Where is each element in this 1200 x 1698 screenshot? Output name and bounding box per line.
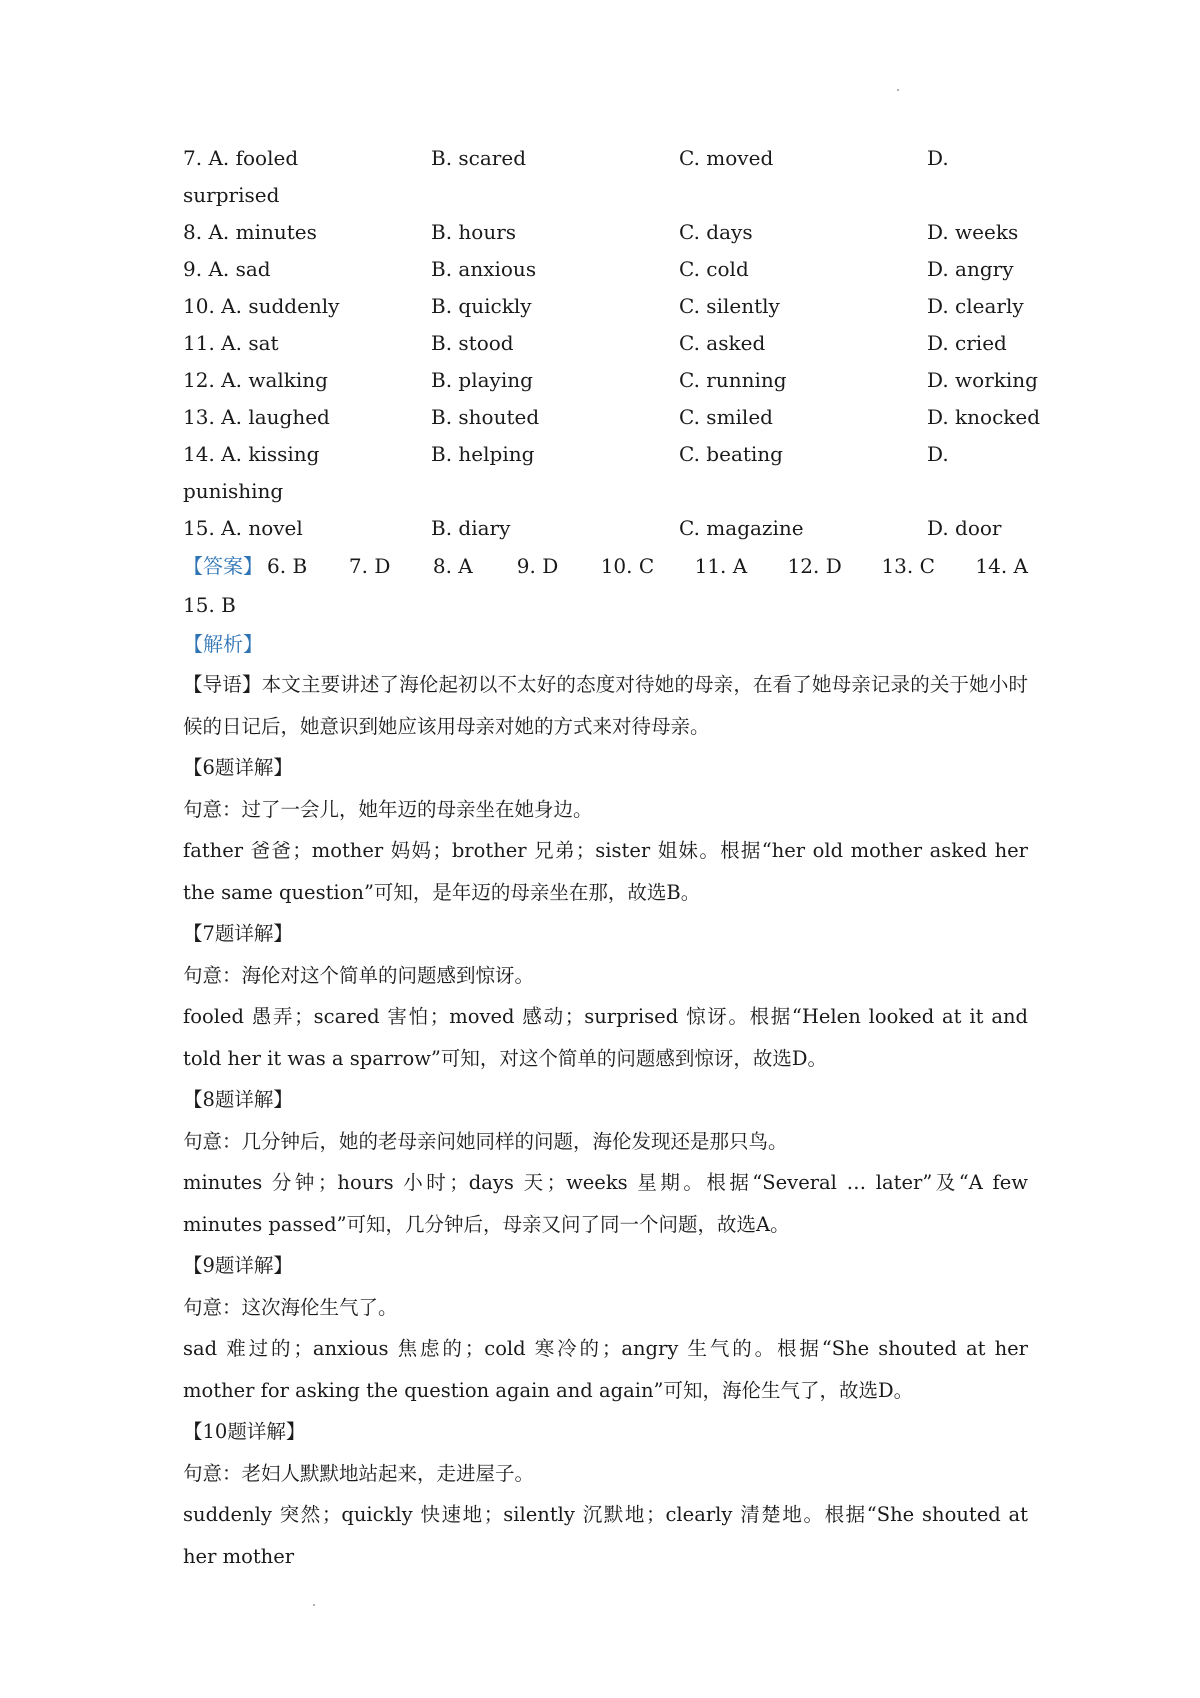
detail-heading: 【8题详解】 <box>183 1088 293 1111</box>
option-b: B. hours <box>431 220 517 244</box>
option-row-13 <box>183 399 1041 436</box>
answer-item: 13. C <box>881 554 935 578</box>
detail-explain: minutes 分钟；hours 小时；days 天；weeks 星期。根据“Several … later”及“A few minutes passed”可知，几分钟后，母亲又问了同一个问题，故选A。 <box>183 1171 1028 1236</box>
detail-heading: 【7题详解】 <box>183 922 293 945</box>
detail-meaning: 句意：过了一会儿，她年迈的母亲坐在她身边。 <box>183 797 593 821</box>
option-c: C. cold <box>679 257 749 281</box>
analysis-tag: 【解析】 <box>183 632 263 656</box>
option-d: D. <box>927 146 949 170</box>
answer-item: 7. D <box>348 554 391 578</box>
option-c: C. running <box>679 368 787 392</box>
option-a: 10. A. suddenly <box>183 294 340 318</box>
intro-paragraph: 【导语】本文主要讲述了海伦起初以不太好的态度对待她的母亲，在看了她母亲记录的关于她小时候的日记后，她意识到她应该用母亲对她的方式来对待母亲。 <box>183 673 1028 738</box>
answer-item: 6. B <box>267 554 308 578</box>
option-row-9 <box>183 251 1028 288</box>
option-row-12 <box>183 362 1038 399</box>
answer-item: 11. A <box>694 554 748 578</box>
scan-dot <box>897 89 899 91</box>
option-d: D. working <box>927 368 1038 392</box>
answer-item: 12. D <box>787 554 842 578</box>
option-b: B. helping <box>431 442 535 466</box>
option-a: 14. A. kissing <box>183 442 320 466</box>
detail-heading: 【6题详解】 <box>183 756 293 779</box>
detail-explain: sad 难过的；anxious 焦虑的；cold 寒冷的；angry 生气的。根据“She shouted at her mother for asking the question again and again”可知，海伦生气了，故选D。 <box>183 1337 1028 1402</box>
answer-tag: 【答案】 <box>183 554 263 578</box>
option-b: B. playing <box>431 368 533 392</box>
detail-explain: suddenly 突然；quickly 快速地；silently 沉默地；clearly 清楚地。根据“She shouted at her mother <box>183 1503 1028 1568</box>
option-a: 15. A. novel <box>183 516 303 540</box>
option-c: C. asked <box>679 331 766 355</box>
answer-item: 9. D <box>516 554 559 578</box>
option-d: D. cried <box>927 331 1007 355</box>
option-row-15 <box>183 510 1028 547</box>
option-b: B. diary <box>431 516 511 540</box>
option-d-wrap: surprised <box>183 183 280 207</box>
detail-meaning: 句意：这次海伦生气了。 <box>183 1295 398 1319</box>
answer-row <box>183 547 1028 586</box>
option-b: B. shouted <box>431 405 540 429</box>
option-a: 7. A. fooled <box>183 146 299 170</box>
option-d: D. door <box>927 516 1002 540</box>
option-d: D. angry <box>927 257 1014 281</box>
option-a: 12. A. walking <box>183 368 328 392</box>
detail-heading: 【10题详解】 <box>183 1420 306 1443</box>
options-block <box>183 140 1041 547</box>
scan-dot <box>313 1604 315 1606</box>
option-b: B. quickly <box>431 294 532 318</box>
option-c: C. beating <box>679 442 783 466</box>
document-body <box>183 140 1041 1577</box>
answer-item: 10. C <box>600 554 655 578</box>
detail-meaning: 句意：海伦对这个简单的问题感到惊讶。 <box>183 963 535 987</box>
option-d: D. knocked <box>927 405 1041 429</box>
detail-meaning: 句意：老妇人默默地站起来，走进屋子。 <box>183 1461 535 1485</box>
option-row-7 <box>183 140 1028 177</box>
answer-item: 14. A <box>975 554 1028 578</box>
option-c: C. smiled <box>679 405 773 429</box>
option-row-11 <box>183 325 1028 362</box>
detail-heading: 【9题详解】 <box>183 1254 293 1277</box>
detail-explain: father 爸爸；mother 妈妈；brother 兄弟；sister 姐妹。根据“her old mother asked her the same question”可知，是年迈的母亲坐在那，故选B。 <box>183 839 1028 904</box>
option-row-14 <box>183 436 1028 473</box>
answer-item: 8. A <box>432 554 473 578</box>
option-c: C. silently <box>679 294 780 318</box>
option-d: D. <box>927 442 949 466</box>
option-d: D. clearly <box>927 294 1024 318</box>
option-a: 9. A. sad <box>183 257 271 281</box>
option-row-8 <box>183 214 1028 251</box>
option-d: D. weeks <box>927 220 1019 244</box>
detail-explain: fooled 愚弄；scared 害怕；moved 感动；surprised 惊讶。根据“Helen looked at it and told her it was a sparrow”可知，对这个简单的问题感到惊讶，故选D。 <box>183 1005 1028 1070</box>
option-b: B. stood <box>431 331 514 355</box>
option-c: C. moved <box>679 146 774 170</box>
option-b: B. scared <box>431 146 526 170</box>
option-c: C. magazine <box>679 516 804 540</box>
option-a: 8. A. minutes <box>183 220 317 244</box>
option-c: C. days <box>679 220 753 244</box>
option-d-wrap: punishing <box>183 479 284 503</box>
option-a: 11. A. sat <box>183 331 279 355</box>
option-b: B. anxious <box>431 257 537 281</box>
answer-row-continued <box>183 586 1028 625</box>
option-a: 13. A. laughed <box>183 405 330 429</box>
option-row-10 <box>183 288 1028 325</box>
answer-item: 15. B <box>183 593 236 617</box>
detail-meaning: 句意：几分钟后，她的老母亲问她同样的问题，海伦发现还是那只鸟。 <box>183 1129 788 1153</box>
